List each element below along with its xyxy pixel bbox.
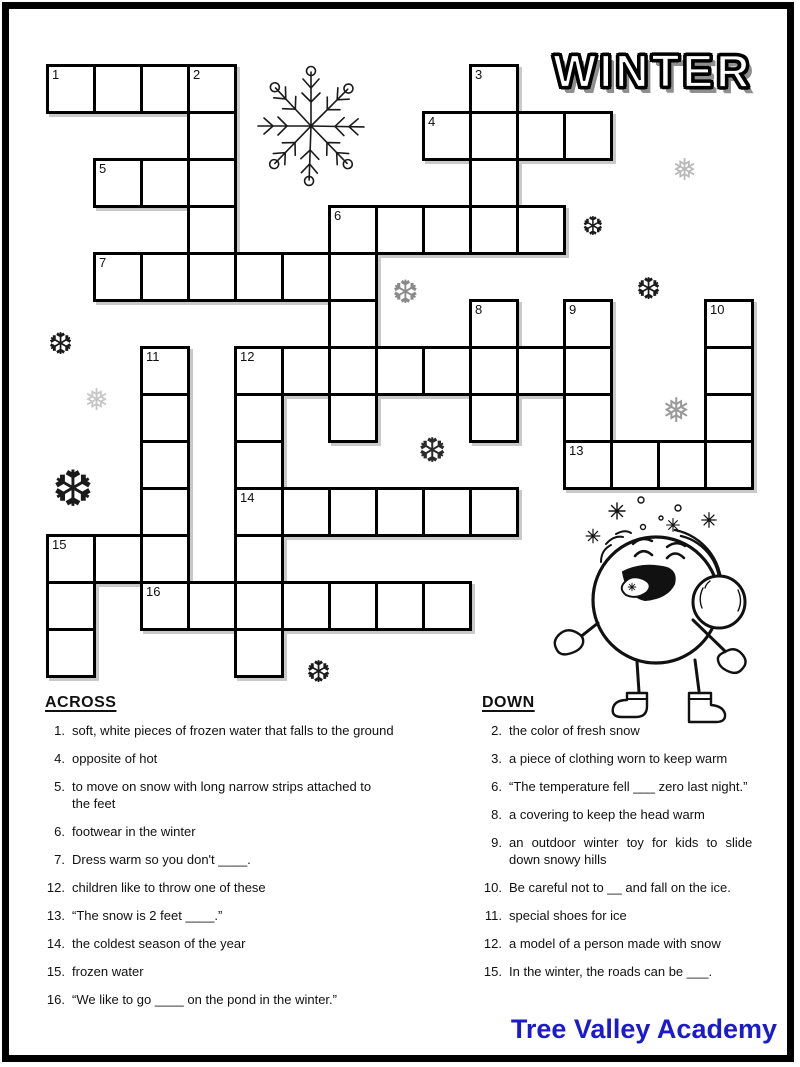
grid-cell[interactable] bbox=[516, 346, 566, 396]
cell-number: 14 bbox=[240, 490, 255, 505]
clue-item bbox=[43, 907, 443, 924]
clue-text: Dress warm so you don't ____. bbox=[72, 852, 251, 867]
cell-number: 8 bbox=[475, 302, 483, 317]
clue-number: 3. bbox=[491, 751, 502, 766]
cell-number: 13 bbox=[569, 443, 584, 458]
cell-number: 15 bbox=[52, 537, 67, 552]
clue-text: frozen water bbox=[72, 964, 144, 979]
grid-cell[interactable] bbox=[281, 346, 331, 396]
grid-cell[interactable] bbox=[328, 346, 378, 396]
clue-item bbox=[43, 963, 443, 980]
snowflake-icon: ❅ bbox=[84, 384, 110, 417]
grid-cell[interactable] bbox=[234, 534, 284, 584]
clue-item bbox=[43, 750, 443, 767]
grid-cell[interactable] bbox=[140, 346, 190, 396]
clue-text: special shoes for ice bbox=[509, 908, 627, 923]
clue-text: “The snow is 2 feet ____.” bbox=[72, 908, 223, 923]
clue-number: 11. bbox=[484, 908, 502, 923]
snowflake-icon: ❆ bbox=[306, 656, 332, 689]
clue-number: 15. bbox=[483, 964, 502, 979]
snowflake-icon: ❆ bbox=[582, 211, 604, 241]
grid-cell[interactable] bbox=[563, 346, 613, 396]
grid-cell[interactable] bbox=[422, 205, 472, 255]
clue-item bbox=[480, 834, 780, 868]
clue-number: 10. bbox=[483, 880, 502, 895]
clue-text: “We like to go ____ on the pond in the winter.” bbox=[72, 992, 337, 1007]
grid-cell[interactable] bbox=[281, 252, 331, 302]
down-heading: DOWN bbox=[482, 694, 535, 711]
cell-number: 12 bbox=[240, 349, 255, 364]
grid-cell[interactable] bbox=[234, 628, 284, 678]
clue-number: 4. bbox=[54, 751, 65, 766]
clue-text: Be careful not to __ and fall on the ice. bbox=[509, 880, 731, 895]
clue-item bbox=[43, 851, 443, 868]
clue-number: 13. bbox=[46, 908, 65, 923]
clue-item bbox=[480, 907, 780, 924]
clue-text: footwear in the winter bbox=[72, 824, 196, 839]
grid-cell[interactable] bbox=[46, 534, 96, 584]
grid-cell[interactable] bbox=[234, 581, 284, 631]
clue-number: 2. bbox=[491, 723, 502, 738]
cell-number: 10 bbox=[710, 302, 725, 317]
snowflake-icon: ❅ bbox=[662, 392, 691, 430]
winter-title: WINTER bbox=[553, 45, 753, 97]
grid-cell[interactable] bbox=[234, 393, 284, 443]
clue-number: 16. bbox=[46, 992, 65, 1007]
grid-cell[interactable] bbox=[187, 581, 237, 631]
cell-number: 4 bbox=[428, 114, 436, 129]
across-section bbox=[43, 694, 443, 1019]
grid-cell[interactable] bbox=[422, 111, 472, 161]
clue-number: 12. bbox=[46, 880, 65, 895]
clue-item bbox=[480, 722, 780, 739]
clue-number: 6. bbox=[491, 779, 502, 794]
clue-text: the coldest season of the year bbox=[72, 936, 246, 951]
grid-cell[interactable] bbox=[328, 252, 378, 302]
clue-number: 9. bbox=[491, 835, 502, 850]
grid-cell[interactable] bbox=[93, 252, 143, 302]
grid-cell[interactable] bbox=[563, 299, 613, 349]
grid-cell[interactable] bbox=[375, 346, 425, 396]
snowflake-icon: ❆ bbox=[52, 461, 94, 517]
grid-cell[interactable] bbox=[469, 111, 519, 161]
clue-number: 6. bbox=[54, 824, 65, 839]
grid-cell[interactable] bbox=[469, 64, 519, 114]
clue-number: 15. bbox=[46, 964, 65, 979]
grid-cell[interactable] bbox=[657, 440, 707, 490]
across-clue-list bbox=[43, 722, 443, 1008]
clue-item bbox=[480, 963, 780, 980]
grid-cell[interactable] bbox=[187, 158, 237, 208]
clue-text: a piece of clothing worn to keep warm bbox=[509, 751, 728, 766]
grid-cell[interactable] bbox=[375, 487, 425, 537]
clue-item bbox=[43, 823, 443, 840]
grid-cell[interactable] bbox=[516, 111, 566, 161]
grid-cell[interactable] bbox=[469, 393, 519, 443]
grid-cell[interactable] bbox=[187, 252, 237, 302]
across-heading: ACROSS bbox=[45, 694, 117, 711]
grid-cell[interactable] bbox=[704, 299, 754, 349]
snowflake-icon: ❆ bbox=[392, 274, 419, 310]
grid-cell[interactable] bbox=[187, 64, 237, 114]
clue-text: “The temperature fell ___ zero last night.” bbox=[509, 779, 748, 794]
clue-number: 1. bbox=[54, 723, 65, 738]
cell-number: 11 bbox=[146, 349, 160, 364]
clue-number: 14. bbox=[46, 936, 65, 951]
grid-cell[interactable] bbox=[422, 581, 472, 631]
grid-cell[interactable] bbox=[704, 440, 754, 490]
clue-number: 7. bbox=[54, 852, 65, 867]
cell-number: 1 bbox=[52, 67, 60, 82]
cell-number: 5 bbox=[99, 161, 107, 176]
grid-cell[interactable] bbox=[328, 581, 378, 631]
grid-cell[interactable] bbox=[140, 393, 190, 443]
cell-number: 7 bbox=[99, 255, 107, 270]
clue-number: 5. bbox=[54, 779, 65, 794]
grid-cell[interactable] bbox=[46, 628, 96, 678]
down-clue-list bbox=[480, 722, 780, 980]
clue-item bbox=[480, 778, 780, 795]
grid-cell[interactable] bbox=[187, 111, 237, 161]
grid-cell[interactable] bbox=[93, 64, 143, 114]
cell-number: 6 bbox=[334, 208, 342, 223]
clue-item bbox=[43, 935, 443, 952]
clue-text: an outdoor winter toy for kids to slide down snowy hills bbox=[509, 835, 753, 867]
snowflake-icon: ❆ bbox=[636, 273, 662, 306]
clue-number: 8. bbox=[491, 807, 502, 822]
grid-cell[interactable] bbox=[281, 581, 331, 631]
grid-cell[interactable] bbox=[46, 581, 96, 631]
clue-text: a model of a person made with snow bbox=[509, 936, 721, 951]
clue-text: to move on snow with long narrow strips attached to the feet bbox=[72, 779, 372, 811]
grid-cell[interactable] bbox=[328, 205, 378, 255]
clue-text: In the winter, the roads can be ___. bbox=[509, 964, 713, 979]
clue-text: opposite of hot bbox=[72, 751, 158, 766]
grid-cell[interactable] bbox=[422, 487, 472, 537]
clue-item bbox=[43, 879, 443, 896]
clue-item bbox=[480, 806, 780, 823]
grid-cell[interactable] bbox=[93, 534, 143, 584]
grid-cell[interactable] bbox=[563, 393, 613, 443]
cell-number: 2 bbox=[193, 67, 201, 82]
grid-cell[interactable] bbox=[140, 534, 190, 584]
grid-cell[interactable] bbox=[234, 487, 284, 537]
grid-cell[interactable] bbox=[281, 487, 331, 537]
grid-cell[interactable] bbox=[469, 487, 519, 537]
clue-text: children like to throw one of these bbox=[72, 880, 266, 895]
clue-text: a covering to keep the head warm bbox=[509, 807, 705, 822]
snowflake-icon: ❆ bbox=[48, 328, 74, 361]
grid-cell[interactable] bbox=[375, 581, 425, 631]
snowflake-icon: ❆ bbox=[418, 432, 447, 470]
grid-cell[interactable] bbox=[234, 440, 284, 490]
snowflake-icon: ❅ bbox=[672, 154, 698, 187]
clue-number: 12. bbox=[483, 936, 502, 951]
large-snowflake-icon bbox=[252, 62, 370, 190]
grid-cell[interactable] bbox=[375, 205, 425, 255]
grid-cell[interactable] bbox=[187, 205, 237, 255]
clue-text: the color of fresh snow bbox=[509, 723, 640, 738]
clue-item bbox=[480, 935, 780, 952]
grid-cell[interactable] bbox=[328, 393, 378, 443]
grid-cell[interactable] bbox=[469, 346, 519, 396]
grid-cell[interactable] bbox=[234, 346, 284, 396]
clue-item bbox=[43, 991, 443, 1008]
grid-cell[interactable] bbox=[234, 252, 284, 302]
grid-cell[interactable] bbox=[704, 393, 754, 443]
grid-cell[interactable] bbox=[469, 158, 519, 208]
grid-cell[interactable] bbox=[140, 581, 190, 631]
clue-item bbox=[480, 750, 780, 767]
grid-cell[interactable] bbox=[563, 440, 613, 490]
cell-number: 16 bbox=[146, 584, 161, 599]
grid-cell[interactable] bbox=[610, 440, 660, 490]
cell-number: 9 bbox=[569, 302, 577, 317]
grid-cell[interactable] bbox=[422, 346, 472, 396]
grid-cell[interactable] bbox=[93, 158, 143, 208]
grid-cell[interactable] bbox=[469, 205, 519, 255]
clue-item bbox=[480, 879, 780, 896]
grid-cell[interactable] bbox=[140, 64, 190, 114]
grid-cell[interactable] bbox=[516, 205, 566, 255]
grid-cell[interactable] bbox=[140, 487, 190, 537]
grid-cell[interactable] bbox=[469, 299, 519, 349]
grid-cell[interactable] bbox=[328, 487, 378, 537]
grid-cell[interactable] bbox=[328, 299, 378, 349]
down-section bbox=[480, 694, 780, 991]
clue-text: soft, white pieces of frozen water that falls to the ground bbox=[72, 723, 394, 738]
grid-cell[interactable] bbox=[140, 440, 190, 490]
grid-cell[interactable] bbox=[140, 158, 190, 208]
grid-cell[interactable] bbox=[140, 252, 190, 302]
clue-item bbox=[43, 778, 443, 812]
grid-cell[interactable] bbox=[46, 64, 96, 114]
cell-number: 3 bbox=[475, 67, 483, 82]
grid-cell[interactable] bbox=[704, 346, 754, 396]
grid-cell[interactable] bbox=[563, 111, 613, 161]
clue-item bbox=[43, 722, 443, 739]
branding-text: Tree Valley Academy bbox=[510, 1014, 777, 1044]
